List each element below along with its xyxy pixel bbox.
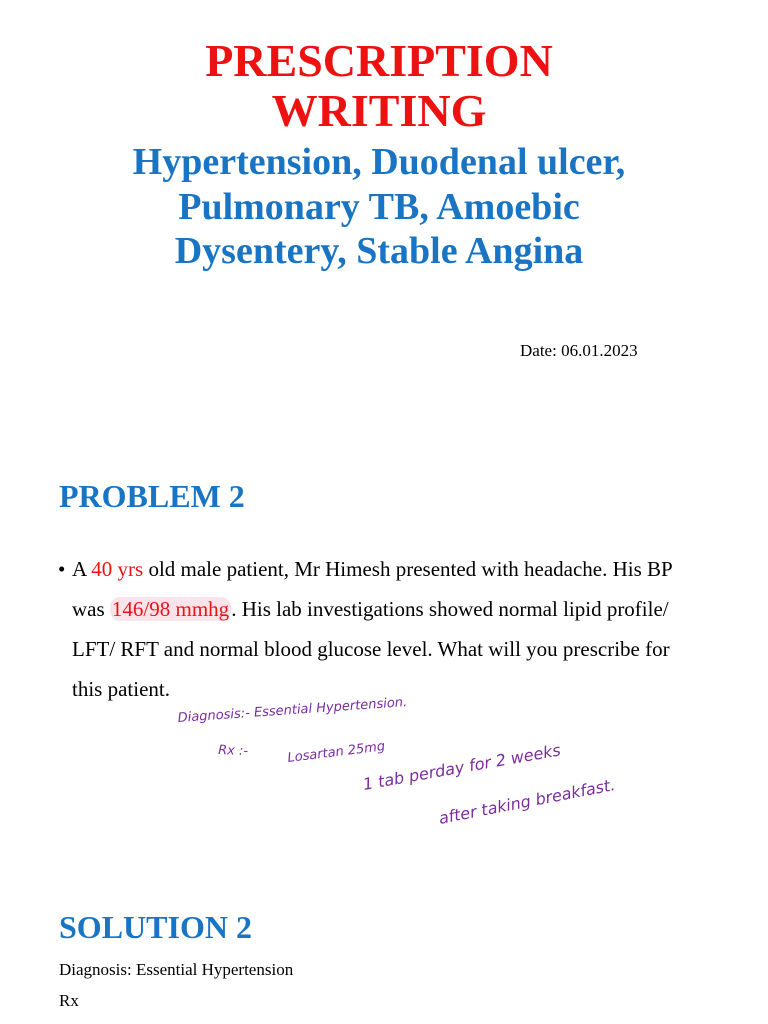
problem-text-part1: A: [72, 557, 92, 581]
handwritten-timing: after taking breakfast.: [437, 775, 617, 828]
solution-rx: Rx: [59, 991, 79, 1010]
solution-diagnosis: Diagnosis: Essential Hypertension: [59, 960, 294, 979]
page-subtitle-line1: Hypertension, Duodenal ulcer,: [132, 141, 626, 183]
problem-text-part3: . His lab investigations showed normal lipid profile/ LFT/ RFT and normal blood glucose level. What will you prescribe for this patient.: [72, 597, 670, 701]
document-date: Date: 06.01.2023: [520, 341, 638, 360]
blood-pressure-value: 146/98 mmhg: [111, 597, 230, 621]
handwritten-diagnosis: Diagnosis:- Essential Hypertension.: [177, 694, 408, 726]
bullet-marker: •: [58, 557, 66, 581]
patient-age: 40 yrs: [91, 557, 144, 581]
handwritten-rx-label: Rx :-: [217, 743, 249, 760]
handwritten-drug: Losartan 25mg: [286, 739, 386, 766]
page-subtitle-line3: Dysentery, Stable Angina: [174, 230, 584, 272]
page-title-line1: PRESCRIPTION: [205, 35, 553, 86]
problem-text-part2: old male patient, Mr Himesh presented with headache. His BP was: [72, 557, 672, 621]
page-subtitle-line2: Pulmonary TB, Amoebic: [178, 186, 580, 228]
solution-heading: SOLUTION 2: [59, 909, 252, 945]
problem-statement: [72, 549, 692, 709]
handwritten-dosage: 1 tab perday for 2 weeks: [361, 740, 563, 794]
problem-heading: PROBLEM 2: [59, 478, 245, 514]
page-title-line2: WRITING: [271, 85, 487, 136]
